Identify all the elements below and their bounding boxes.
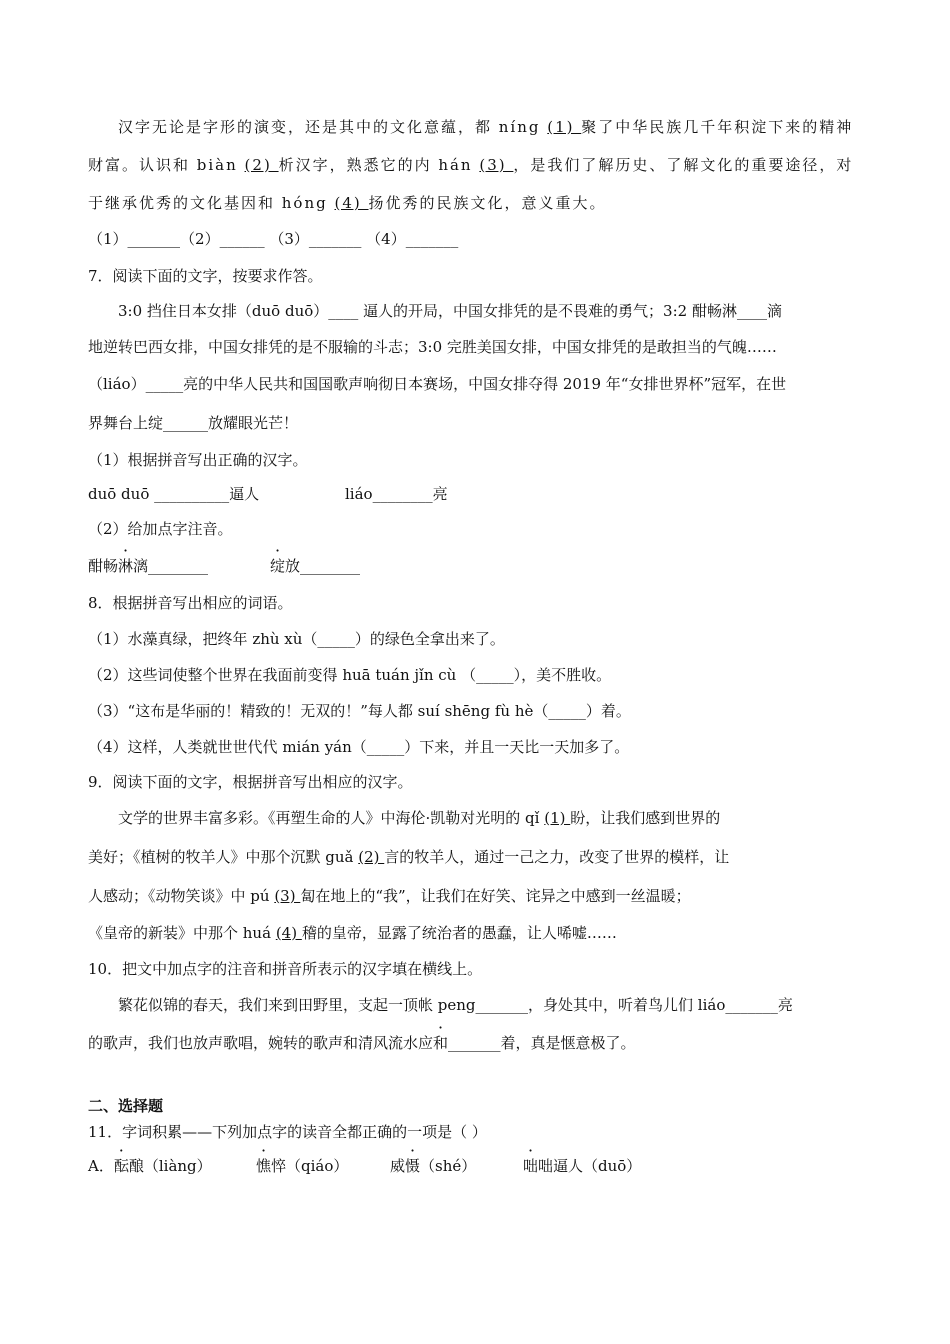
q8-title: 8．根据拼音写出相应的词语。 — [88, 594, 293, 612]
q9-title: 9．阅读下面的文字，根据拼音写出相应的汉字。 — [88, 773, 413, 791]
q8-item-4: （4）这样，人类就世世代代 mián yán（_____）下来，并且一天比一天加多了。 — [88, 738, 630, 756]
q6-answer-line: （1）_______（2）______ （3）_______ （4）_______ — [88, 230, 459, 248]
q8-item-1: （1）水藻真绿，把终年 zhù xù（_____）的绿色全拿出来了。 — [88, 630, 505, 648]
q7-passage-2: 地逆转巴西女排，中国女排凭的是不服输的斗志；3:0 完胜美国女排，中国女排凭的是敢担当的气魄…… — [88, 338, 777, 356]
dotted-char: 和 — [433, 1034, 449, 1052]
q7-sub-1b: liáo________亮 — [345, 485, 448, 503]
blank-2: (2) — [244, 156, 279, 174]
q11-option-a-word-2: 憔悴（qiáo） — [256, 1157, 349, 1175]
blank-1: (1) — [544, 809, 571, 827]
q10-line-2: 的歌声，我们也放声歌唱，婉转的歌声和清风流水应和_______着，真是惬意极了。 — [88, 1034, 636, 1052]
q9-line-3: 人感动；《动物笑谈》中 pú (3) 匐在地上的“我”，让我们在好笑、诧异之中感到一丝温暖； — [88, 887, 691, 905]
q7-passage-4: 界舞台上绽______放耀眼光芒！ — [88, 414, 299, 432]
q9-line-2: 美好；《植树的牧羊人》中那个沉默 guǎ (2) 言的牧羊人，通过一己之力，改变了世界的模样，让 — [88, 848, 730, 866]
q11-option-a-word-3: 威慑（shé） — [390, 1157, 477, 1175]
blank-4: (4) — [275, 924, 302, 942]
dotted-char: 咄 — [523, 1157, 539, 1175]
dotted-char: 憔 — [256, 1157, 272, 1175]
q9-line-1: 文学的世界丰富多彩。《再塑生命的人》中海伦·凯勒对光明的 qǐ (1) 盼，让我们感到世界的 — [118, 809, 721, 827]
q7-sub-1: （1）根据拼音写出正确的汉字。 — [88, 451, 308, 469]
q7-sub-2b: 绽放________ — [270, 557, 361, 575]
q9-line-4: 《皇帝的新装》中那个 huá (4) 稽的皇帝，显露了统治者的愚蠢，让人唏嘘…… — [88, 924, 617, 942]
q7-sub-2: （2）给加点字注音。 — [88, 520, 233, 538]
dotted-char: 淋 — [118, 557, 134, 575]
q11-option-a: A．酝酿（liàng） — [88, 1157, 212, 1175]
q7-sub-1a: duō duō __________逼人 — [88, 485, 260, 503]
blank-2: (2) — [358, 848, 385, 866]
q8-item-3: （3）“这布是华丽的！精致的！无双的！”每人都 suí shēng fù hè（_____）着。 — [88, 702, 631, 720]
q7-passage-3: （liáo）_____亮的中华人民共和国国歌声响彻日本赛场，中国女排夺得 2019 年“女排世界杯”冠军，在世 — [88, 375, 787, 393]
q11-title: 11．字词积累——下列加点字的读音全都正确的一项是（ ） — [88, 1123, 487, 1141]
q11-option-a-word-4: 咄咄逼人（duō） — [523, 1157, 642, 1175]
q7-sub-2a: 酣畅淋漓________ — [88, 557, 209, 575]
q10-line-1: 繁花似锦的春天，我们来到田野里，支起一顶帐 peng_______，身处其中，听着鸟儿们 liáo_______亮 — [118, 996, 793, 1014]
dotted-char: 酝 — [113, 1157, 129, 1175]
section-heading: 二、选择题 — [88, 1097, 164, 1115]
dotted-char: 慑 — [405, 1157, 421, 1175]
option-label: A． — [88, 1157, 114, 1175]
q7-title: 7．阅读下面的文字，按要求作答。 — [88, 267, 323, 285]
blank-4: (4) — [334, 194, 369, 212]
q7-passage-1: 3:0 挡住日本女排（duō duō）____ 逼人的开局，中国女排凭的是不畏难的勇气；3:2 酣畅淋____滴 — [118, 302, 782, 320]
q10-title: 10．把文中加点字的注音和拼音所表示的汉字填在横线上。 — [88, 960, 483, 978]
blank-3: (3) — [274, 887, 301, 905]
dotted-char: 绽 — [270, 557, 286, 575]
q6-line-3: 于继承优秀的文化基因和 hóng (4) 扬优秀的民族文化，意义重大。 — [88, 194, 607, 212]
q6-line-2: 财富。认识和 biàn (2) 析汉字，熟悉它的内 hán (3) ，是我们了解历史、了解文化的重要途径，对 — [88, 156, 854, 174]
q8-item-2: （2）这些词使整个世界在我面前变得 huā tuán jǐn cù （_____），美不胜收。 — [88, 666, 612, 684]
q6-line-1: 汉字无论是字形的演变，还是其中的文化意蕴，都 níng (1) 聚了中华民族几千年积淀下来的精神 — [118, 118, 854, 136]
blank-3: (3) — [479, 156, 514, 174]
blank-1: (1) — [547, 118, 582, 136]
